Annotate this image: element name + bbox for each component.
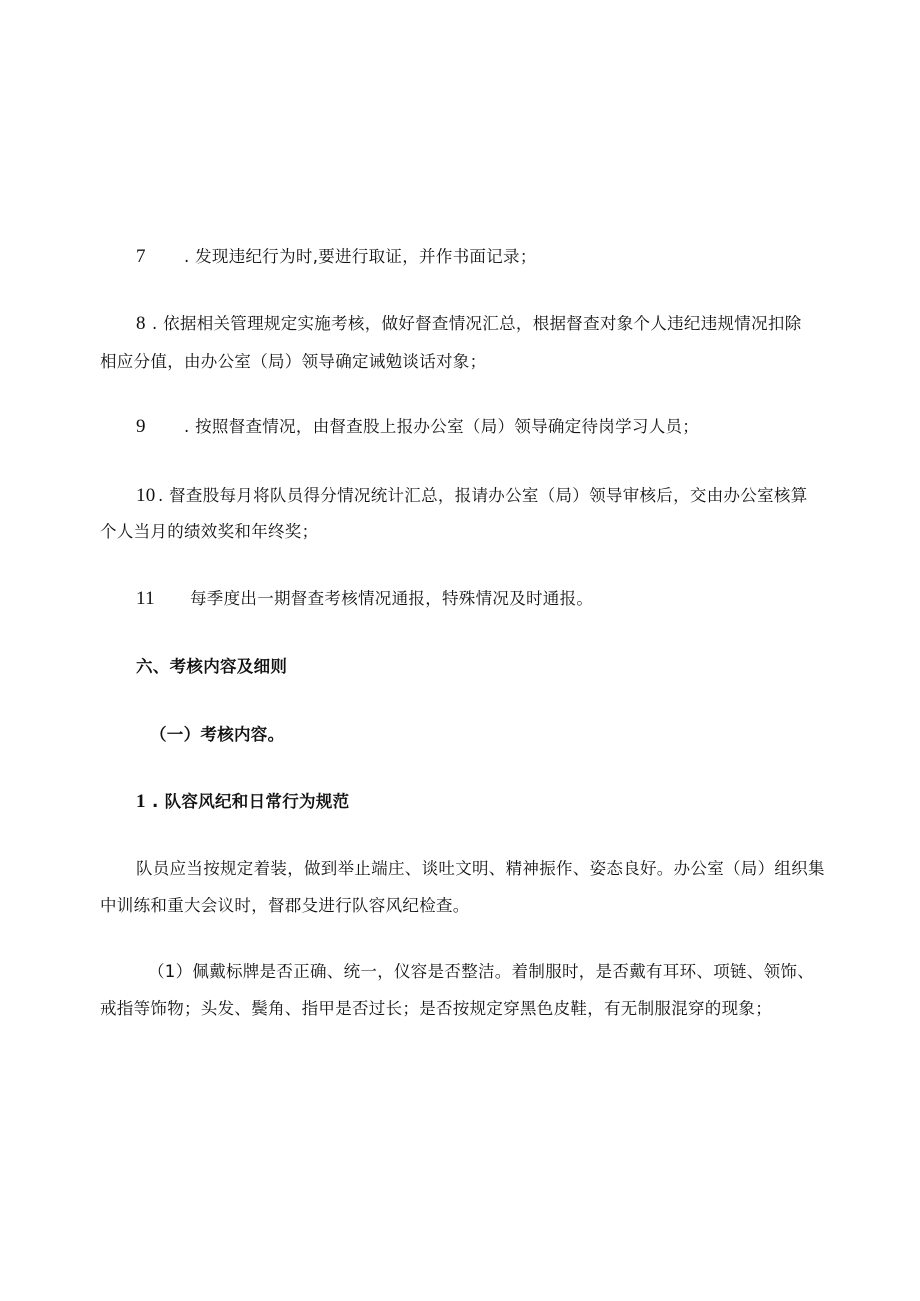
list-item-8 — [136, 313, 802, 335]
list-item-9 — [136, 416, 699, 438]
item-number: 7 — [136, 246, 146, 267]
list-item-11 — [136, 588, 593, 610]
subsection-heading: （一）考核内容。 — [150, 725, 285, 744]
paragraph-2-line-2: 戒指等饰物；头发、鬓角、指甲是否过长；是否按规定穿黑色皮鞋，有无制服混穿的现象； — [100, 999, 772, 1018]
heading-text: . 队容风纪和日常行为规范 — [152, 792, 350, 811]
item-text-line2: 相应分值，由办公室（局）领导确定诫勉谈话对象； — [100, 352, 487, 371]
heading-number: 1 — [136, 791, 146, 812]
item-number: 10 — [136, 485, 156, 506]
list-item-8-continuation — [100, 351, 486, 373]
subsubsection-heading — [136, 791, 349, 813]
item-number: 9 — [136, 416, 146, 437]
list-item-7 — [136, 246, 537, 268]
item-text: . 按照督查情况，由督查股上报办公室（局）领导确定待岗学习人员； — [184, 417, 700, 436]
item-text-line1: . 依据相关管理规定实施考核，做好督查情况汇总，根据督查对象个人违纪违规情况扣除 — [152, 314, 802, 333]
item-number: 8 — [136, 313, 146, 334]
paragraph-1-line-2: 中训练和重大会议时，督郡殳进行队容风纪检查。 — [100, 896, 470, 915]
item-text-line2: 个人当月的绩效奖和年终奖； — [100, 522, 319, 541]
item-text-line1: . 督查股每月将队员得分情况统计汇总，报请办公室（局）领导审核后，交由办公室核算 — [158, 486, 808, 505]
paragraph-1-line-1: 队员应当按规定着装，做到举止端庄、谈吐文明、精神振作、姿态良好。办公室（局）组织集 — [136, 859, 825, 878]
section-heading: 六、考核内容及细则 — [136, 657, 288, 676]
item-text: 每季度出一期督查考核情况通报，特殊情况及时通报。 — [190, 589, 594, 608]
item-number: 11 — [136, 588, 155, 609]
list-item-10-continuation — [100, 521, 318, 543]
paragraph-2-line-1: （1）佩戴标牌是否正确、统一，仪容是否整洁。着制服时，是否戴有耳环、项链、领饰、 — [148, 962, 814, 981]
item-text: . 发现违纪行为时,要进行取证，并作书面记录； — [184, 247, 537, 266]
list-item-10 — [136, 485, 808, 507]
